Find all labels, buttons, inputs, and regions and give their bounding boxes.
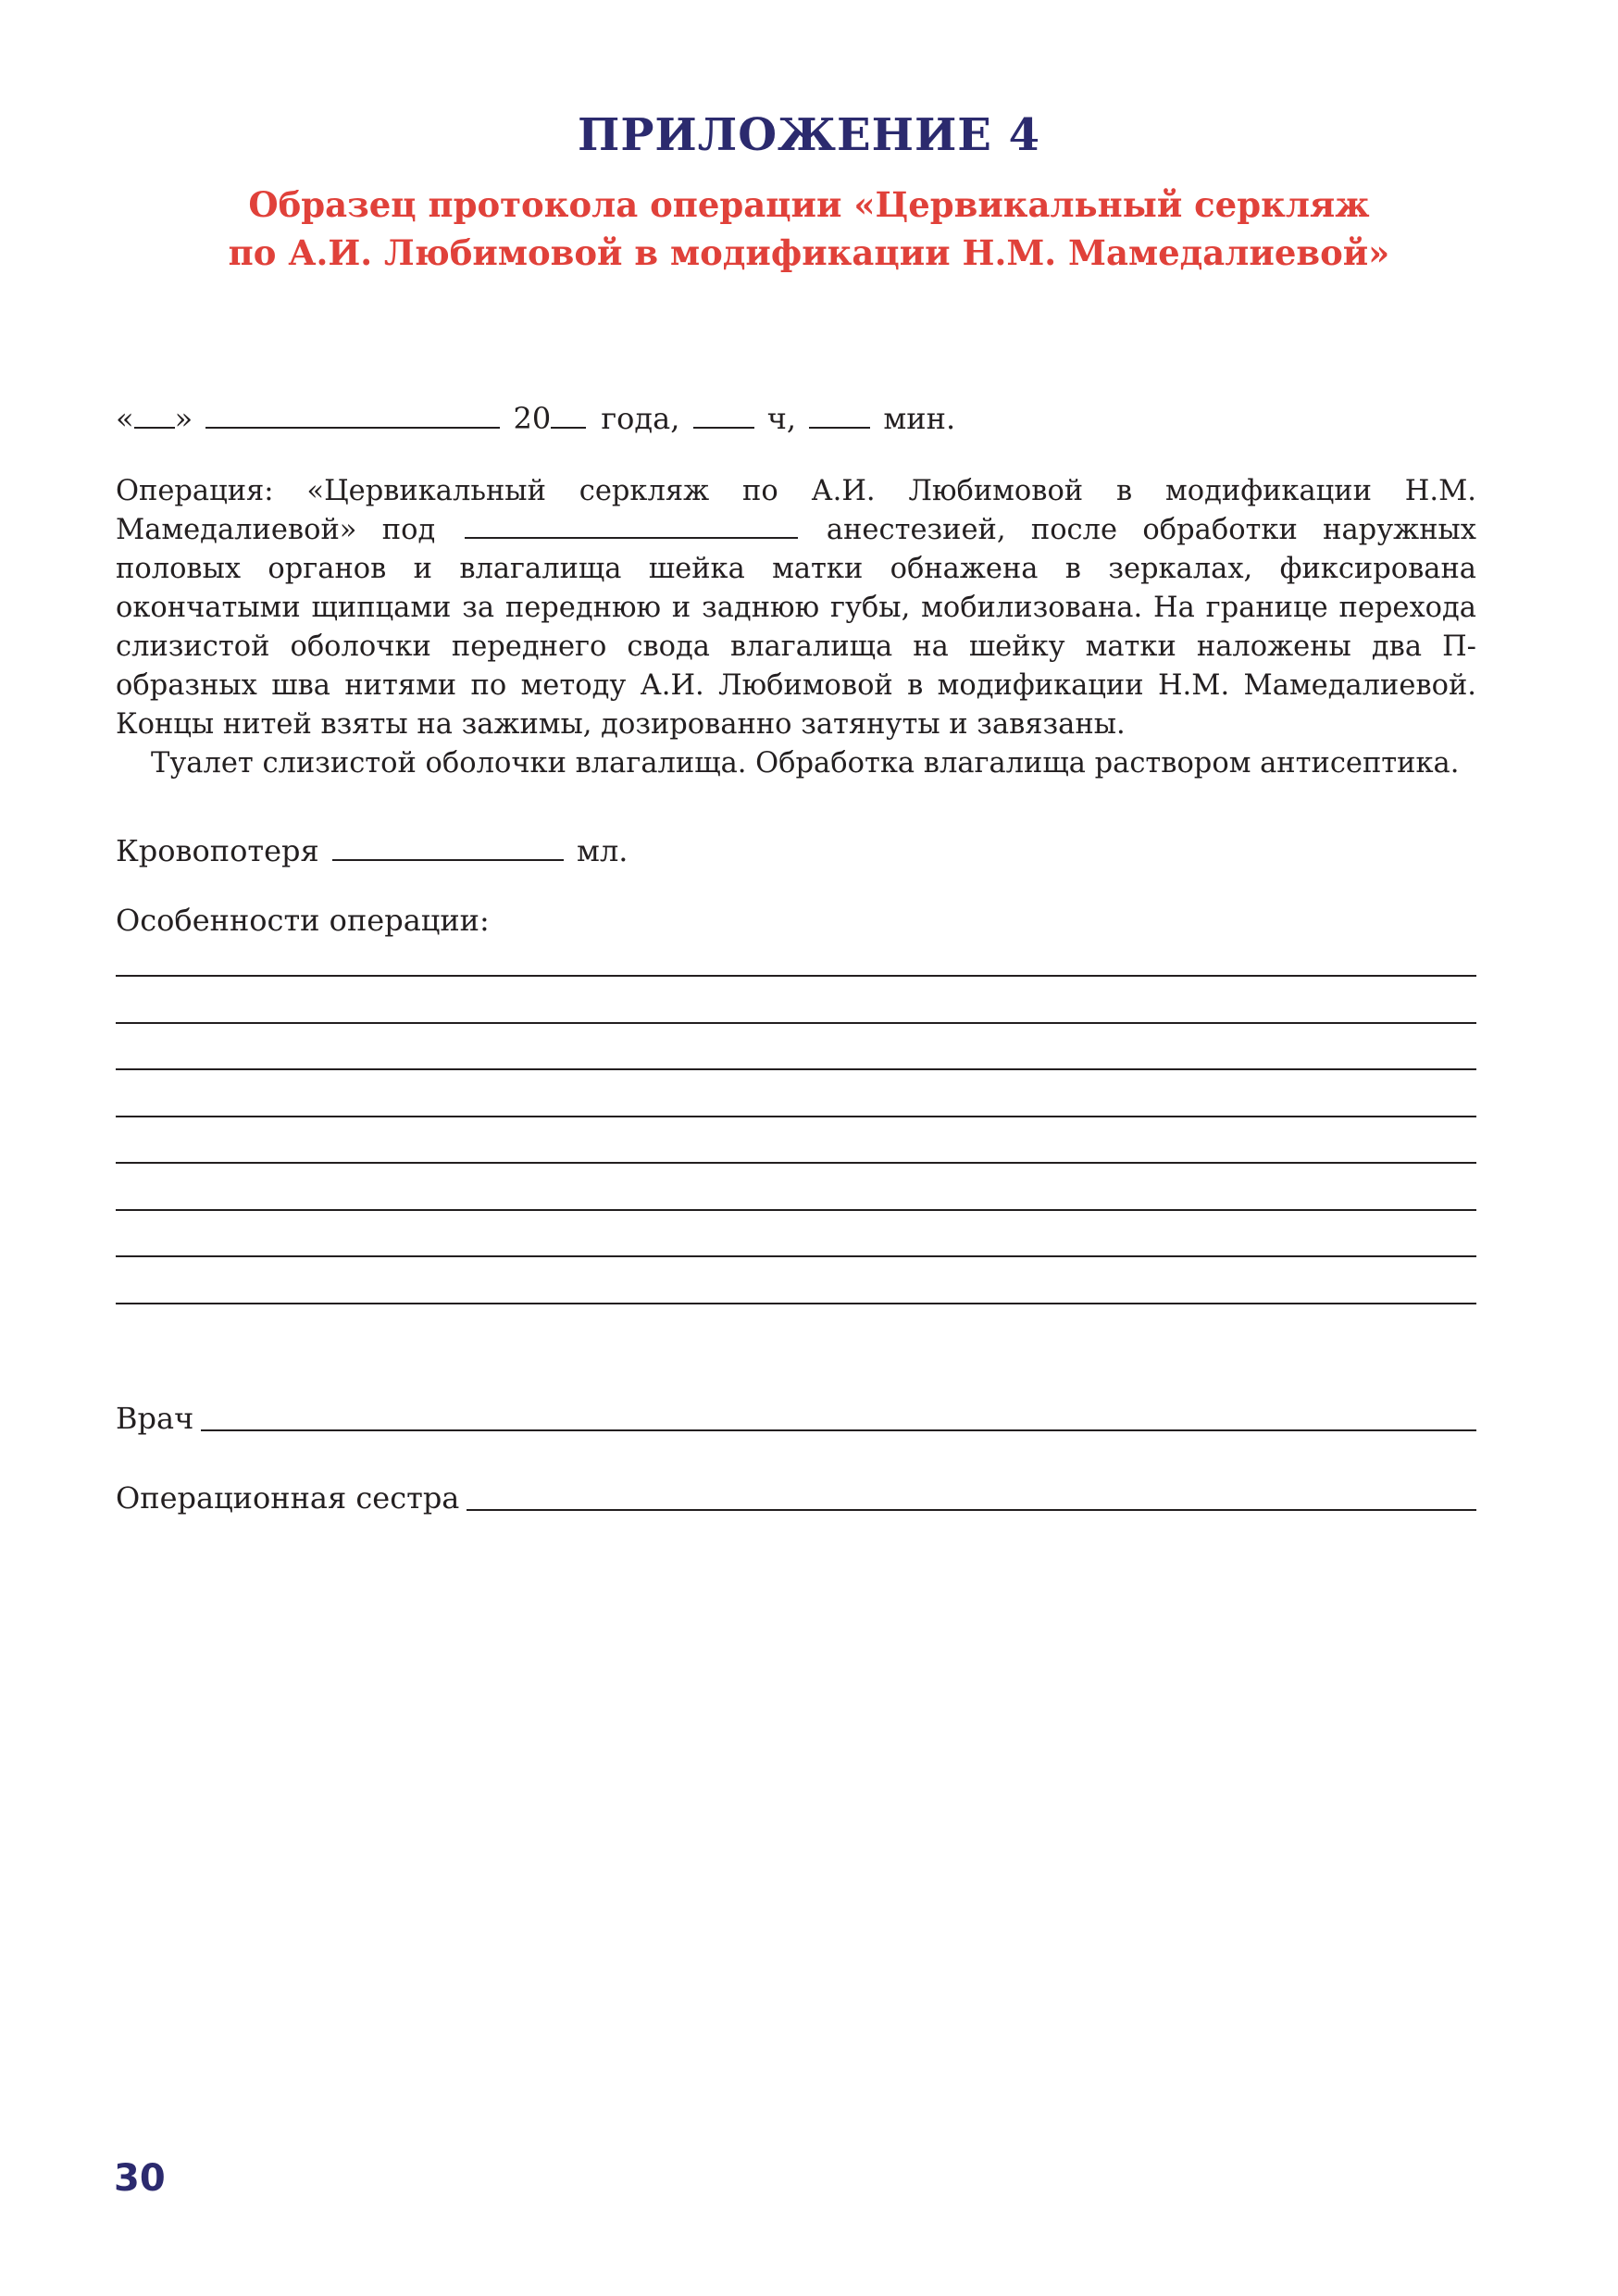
hours-label: ч, [766,401,797,436]
feature-line [116,1162,1476,1164]
feature-line [116,1255,1476,1257]
feature-line [116,1209,1476,1211]
operation-description [116,472,1476,783]
day-blank [134,427,175,429]
anesthesia-blank [465,537,798,539]
appendix-title: ПРИЛОЖЕНИЕ 4 [578,109,1040,161]
subtitle-line-2: по А.И. Любимовой в модификации Н.М. Мамедалиевой» [228,232,1390,273]
minutes-blank [809,427,870,429]
year-suffix: года, [601,401,680,436]
year-blank [551,427,586,429]
nurse-label: Операционная сестра [116,1480,460,1516]
paragraph-1-part-2: анестезией, после обработки наружных половых органов и влагалища шейка матки обнажена в зеркалах, фиксирована окончатыми щипцами за переднюю и заднюю губы, мобилизована. На границе перехода слизистой оболочки переднего свода влагалища на шейку матки наложены два П-образных шва нитями по методу А.И. Любимовой в модификации Н.М. Мамедалиевой. Концы нитей взяты на зажимы, дозированно затянуты и завязаны. [116,514,1476,741]
blood-loss-unit: мл. [577,833,629,868]
year-prefix: 20 [513,401,552,436]
paragraph-1 [116,472,1476,744]
doctor-signature-line [201,1429,1476,1431]
feature-line [116,975,1476,977]
quote-open: « [116,401,134,436]
feature-line [116,1068,1476,1070]
nurse-signature-line [467,1509,1476,1511]
feature-line [116,1022,1476,1024]
minutes-label: мин. [883,401,956,436]
paragraph-1-part-1: Операция: «Цервикальный серкляж по А.И. Любимовой в модификации Н.М. Мамедалиевой» под [116,475,1476,546]
subtitle-line-1: Образец протокола операции «Цервикальный серкляж [248,184,1370,225]
feature-line [116,1303,1476,1304]
month-blank [205,427,500,429]
page-number: 30 [114,2157,166,2200]
date-time-line [116,398,955,439]
blood-loss-field [116,830,628,871]
hours-blank [693,427,754,429]
features-lines [116,975,1476,1349]
feature-line [116,1116,1476,1117]
doctor-signature-row [116,1398,1476,1439]
protocol-subtitle [0,181,1618,277]
doctor-label: Врач [116,1401,194,1436]
paragraph-2: Туалет слизистой оболочки влагалища. Обработка влагалища раствором антисептика. [151,747,1460,780]
blood-loss-label: Кровопотеря [116,833,319,868]
nurse-signature-row [116,1478,1476,1518]
quote-close: » [174,401,193,436]
features-label: Особенности операции: [116,903,490,938]
blood-loss-blank [332,859,564,861]
